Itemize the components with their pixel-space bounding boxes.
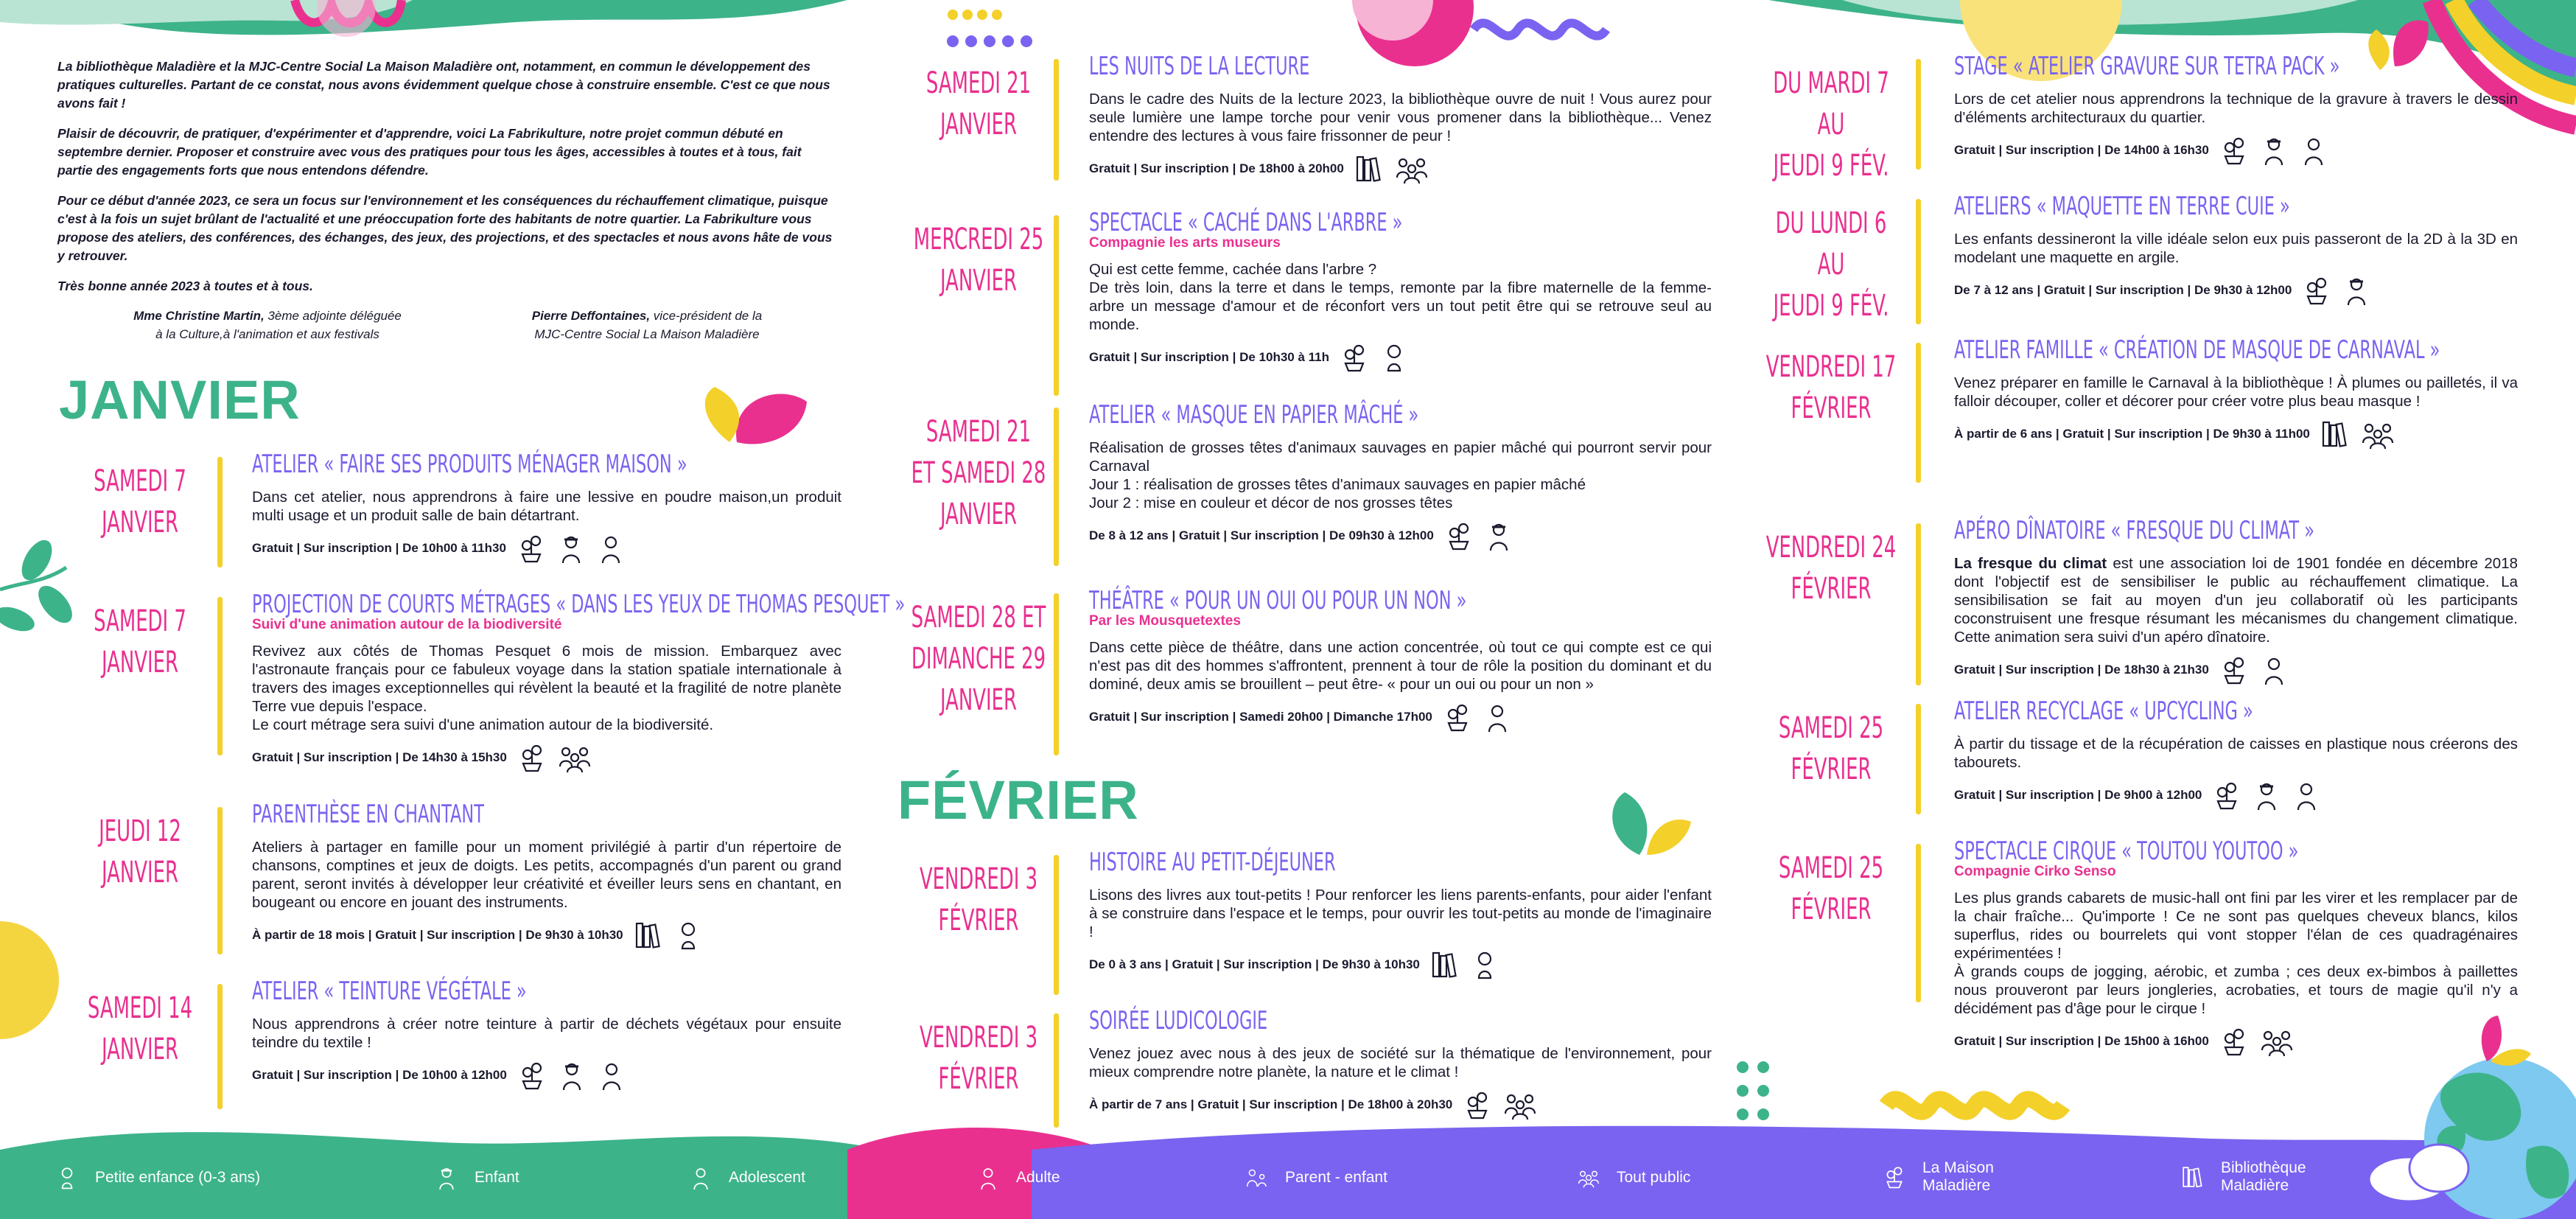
event-subtitle: Compagnie les arts museurs — [1089, 235, 1281, 251]
legend-label: Adulte — [1016, 1169, 1060, 1186]
event-divider — [1054, 593, 1059, 755]
event-info: À partir de 18 mois | Gratuit | Sur inscription | De 9h30 à 10h30 — [252, 928, 623, 942]
event-body — [252, 800, 841, 951]
signature-role: MJC-Centre Social La Maison Maladière — [534, 327, 760, 341]
enfant-icon — [2259, 134, 2289, 167]
month-heading-january: JANVIER — [59, 369, 301, 430]
event-title: HISTOIRE AU PETIT-DÉJEUNER — [1089, 848, 1336, 877]
event-description: Lisons des livres aux tout-petits ! Pour renforcer les liens parents-enfants, pour aider l'enfant à se construire dans l'espace et le temps, pour ouvrir les tout-petits au monde de l'imaginaire ! — [1089, 887, 1712, 940]
event-meta — [1954, 134, 2518, 167]
event-date: SAMEDI 7 JANVIER — [94, 604, 186, 680]
event-title: ATELIER FAMILLE « CRÉATION DE MASQUE DE CARNAVAL » — [1954, 335, 2440, 365]
event-divider — [1054, 215, 1059, 396]
event-date: SAMEDI 28 ET DIMANCHE 29 JANVIER — [911, 601, 1046, 717]
event-meta — [1954, 274, 2518, 307]
event-body — [1954, 335, 2518, 450]
legend-item — [2181, 1159, 2306, 1195]
event-subtitle: Compagnie Cirko Senso — [1954, 864, 2116, 879]
tout-public-icon — [1394, 153, 1429, 185]
event-body — [1954, 516, 2518, 686]
event-date: SAMEDI 25 FÉVRIER — [1778, 711, 1884, 786]
event-body — [1089, 1006, 1712, 1121]
event-meta — [1954, 779, 2518, 811]
bibliotheque-icon — [1430, 949, 1460, 981]
legend-item — [55, 1164, 260, 1191]
event-divider — [1054, 855, 1059, 995]
event-title: ATELIER RECYCLAGE « UPCYCLING » — [1954, 696, 2253, 726]
event-description: Revivez aux côtés de Thomas Pesquet 6 mois de mission. Embarquez avec l'astronaute français pour ce fabuleux voyage dans la station spatiale internationale à travers des images exceptionnelles qui révèlent la beauté et la fragilité de notre planète Terre vue depuis l'espace. Le court métrage sera suivi d'une animation autour de la biodiversité. — [252, 643, 841, 733]
maison-icon — [2219, 1025, 2249, 1058]
event-body — [1089, 52, 1712, 185]
event-info: De 7 à 12 ans | Gratuit | Sur inscription | De 9h30 à 12h00 — [1954, 283, 2292, 297]
adulte-icon — [976, 1164, 1000, 1191]
maison-icon — [517, 741, 547, 774]
event-title: ATELIERS « MAQUETTE EN TERRE CUIE » — [1954, 192, 2290, 221]
event-divider — [217, 597, 223, 755]
legend-item — [689, 1164, 805, 1191]
enfant-icon — [1484, 520, 1513, 552]
signature-role: à la Culture,à l'animation et aux festivals — [155, 327, 379, 341]
event-description: Qui est cette femme, cachée dans l'arbre ? De très loin, dans la terre et dans le temps, remonte par la fibre maternelle de la femme-arbre un message d'amour et de réconfort vers un tout petit être qui se retrouve seul au monde. — [1089, 261, 1712, 333]
event-description: Venez jouez avec nous à des jeux de société sur la thématique de l'environnement, pour mieux comprendre notre planète, la nature et le climat ! — [1089, 1045, 1712, 1080]
legend-label: Parent - enfant — [1285, 1169, 1387, 1186]
event-meta — [252, 741, 841, 774]
event-date: VENDREDI 3 FÉVRIER — [919, 862, 1038, 937]
signature-1 — [57, 307, 477, 343]
event-info: Gratuit | Sur inscription | De 10h00 à 11h30 — [252, 541, 506, 555]
event-info: Gratuit | Sur inscription | De 15h00 à 16h00 — [1954, 1034, 2209, 1048]
enfant-icon — [435, 1164, 458, 1191]
petite-enfance-icon — [55, 1164, 79, 1191]
maison-icon — [517, 532, 546, 565]
event-meta — [252, 1059, 841, 1091]
event-date: SAMEDI 21 JANVIER — [925, 66, 1032, 142]
intro-paragraph: Pour ce début d'année 2023, ce sera un focus sur l'environnement et les conséquences du réchauffement climatique, puisque c'est à la fois un sujet brûlant de l'actualité et une préoccupation forte des habitants de notre quartier. La Fabrikulture vous propose des ateliers, des conférences, des échanges, des jeux, des projections, et des spectacles et nous avons hâte de vous y retrouver. — [57, 193, 833, 263]
event-date: VENDREDI 24 FÉVRIER — [1765, 531, 1897, 606]
tout-public-icon — [2360, 418, 2395, 450]
legend-label: Tout public — [1617, 1169, 1691, 1186]
event-info: À partir de 7 ans | Gratuit | Sur inscription | De 18h00 à 20h30 — [1089, 1097, 1453, 1111]
event-date: SAMEDI 14 JANVIER — [87, 991, 193, 1066]
enfant-icon — [2252, 779, 2281, 811]
maison-icon — [1883, 1164, 1906, 1190]
event-body — [1954, 192, 2518, 307]
event-divider — [1916, 523, 1921, 685]
event-body — [1089, 400, 1712, 552]
event-info: Gratuit | Sur inscription | De 10h00 à 12h00 — [252, 1068, 507, 1082]
legend-label: Enfant — [475, 1169, 519, 1186]
signatures — [57, 307, 839, 343]
event-info: Gratuit | Sur inscription | De 18h30 à 21h30 — [1954, 663, 2209, 677]
legend-item — [435, 1164, 519, 1191]
event-divider — [217, 984, 223, 1109]
event-body — [252, 977, 841, 1091]
event-description: Dans cette pièce de théâtre, dans une action concentrée, où tout ce qui compte est ce qui n'est pas dit des hommes s'affrontent, prennent à tour de rôle la position du dominant et du dominé, deux amis se brouillent – peut être- « pour un oui ou pour un non » — [1089, 639, 1712, 693]
event-date: DU MARDI 7 AU JEUDI 9 FÉV. — [1773, 66, 1889, 183]
event-date: SAMEDI 21 ET SAMEDI 28 JANVIER — [911, 415, 1046, 531]
bibliotheque-icon — [1354, 153, 1384, 185]
event-description: Venez préparer en famille le Carnaval à la bibliothèque ! À plumes ou pailletés, il va falloir découper, coller et décorer pour créer votre plus beau masque ! — [1954, 374, 2518, 410]
legend-item — [1577, 1164, 1690, 1191]
event-description-bold: La fresque du climat — [1954, 555, 2107, 572]
event-divider — [1916, 844, 1921, 1002]
enfant-icon — [556, 532, 586, 565]
event-info: De 0 à 3 ans | Gratuit | Sur inscription | De 9h30 à 10h30 — [1089, 957, 1420, 971]
event-meta — [1089, 520, 1712, 552]
maison-icon — [1463, 1089, 1492, 1121]
month-heading-february: FÉVRIER — [897, 769, 1139, 831]
signature-2 — [477, 307, 816, 343]
bibliotheque-icon — [2181, 1164, 2205, 1190]
bibliotheque-icon — [2320, 418, 2350, 450]
maison-icon — [2219, 654, 2249, 686]
event-description: Les plus grands cabarets de music-hall ont fini par les virer et les remplacer par de la chair fraîche... Qu'importe ! Ce ne sont pas quelques cheveux blancs, kilos superflus, rides ou bourrelets qui vont stopper l'élan de ces quadragénaires expérimentées ! À grands coups de jogging, aérobic, et zumba ; ces deux ex-bimbos à paillettes nous prouveront par leurs jongleries, acrobaties, et tours de magie qu'il n'y a décidément pas d'âge pour le cirque ! — [1954, 890, 2518, 1017]
event-info: De 8 à 12 ans | Gratuit | Sur inscription | De 09h30 à 12h00 — [1089, 528, 1434, 542]
event-title: ATELIER « MASQUE EN PAPIER MÂCHÉ » — [1089, 400, 1419, 430]
maison-icon — [517, 1059, 547, 1091]
event-body — [1089, 848, 1712, 981]
event-meta — [1954, 1025, 2518, 1058]
event-date: SAMEDI 25 FÉVRIER — [1778, 851, 1884, 926]
event-date: MERCREDI 25 JANVIER — [913, 223, 1044, 298]
tout-public-icon — [557, 741, 592, 774]
adolescent-icon — [596, 532, 626, 565]
event-divider — [217, 457, 223, 567]
event-title: PARENTHÈSE EN CHANTANT — [252, 800, 484, 829]
event-date: SAMEDI 7 JANVIER — [94, 464, 186, 539]
maison-icon — [2302, 274, 2331, 307]
event-info: Gratuit | Sur inscription | De 14h00 à 16h30 — [1954, 143, 2209, 157]
event-meta — [1089, 949, 1712, 981]
event-date: JEUDI 12 JANVIER — [99, 814, 181, 890]
signature-role: vice-président de la — [650, 309, 763, 323]
event-title: PROJECTION DE COURTS MÉTRAGES « DANS LES YEUX DE THOMAS PESQUET » — [252, 590, 906, 619]
event-meta — [252, 532, 841, 565]
event-title: ATELIER « TEINTURE VÉGÉTALE » — [252, 977, 527, 1006]
adolescent-icon — [2292, 779, 2321, 811]
event-divider — [1916, 59, 1921, 170]
maison-icon — [1340, 341, 1369, 374]
event-info: Gratuit | Sur inscription | De 9h00 à 12h00 — [1954, 788, 2202, 802]
event-body — [1954, 52, 2518, 167]
event-meta — [1089, 1089, 1712, 1121]
event-description: Lors de cet atelier nous apprendrons la technique de la gravure à travers le dessin d'éléments architecturaux du quartier. — [1954, 91, 2518, 126]
event-title: SOIRÉE LUDICOLOGIE — [1089, 1006, 1268, 1035]
event-title: SPECTACLE « CACHÉ DANS L'ARBRE » — [1089, 208, 1403, 237]
event-description: À partir du tissage et de la récupération de caisses en plastique nous créerons des tabourets. — [1954, 736, 2518, 771]
legend-item — [976, 1164, 1060, 1191]
event-divider — [1916, 199, 1921, 324]
maison-icon — [2212, 779, 2241, 811]
event-divider — [217, 807, 223, 954]
intro-text — [57, 57, 839, 307]
adolescent-icon — [689, 1164, 713, 1191]
event-body — [1089, 586, 1712, 733]
event-title: THÉÂTRE « POUR UN OUI OU POUR UN NON » — [1089, 586, 1467, 615]
event-description-text: est une association loi de 1901 fondée en décembre 2018 dont l'objectif est de sensibiliser le public au réchauffement climatique. La sensibilisation se fait au moyen d'un jeu collaboratif où les participants coconstruisent une fresque résumant les mécanismes du changement climatique. Cette animation sera suivi d'un apéro dînatoire. — [1954, 555, 2518, 646]
event-info: Gratuit | Sur inscription | De 14h30 à 15h30 — [252, 750, 507, 764]
maison-icon — [1444, 520, 1474, 552]
event-date: VENDREDI 3 FÉVRIER — [919, 1021, 1038, 1096]
event-divider — [1054, 1013, 1059, 1128]
petite-enfance-icon — [1379, 341, 1409, 374]
event-subtitle: Suivi d'une animation autour de la biodiversité — [252, 617, 562, 632]
event-body — [1954, 696, 2518, 811]
event-divider — [1054, 59, 1059, 181]
event-divider — [1916, 343, 1921, 483]
signature-name: Mme Christine Martin, — [133, 309, 265, 323]
event-description: Nous apprendrons à créer notre teinture à partir de déchets végétaux pour ensuite teindre du textile ! — [252, 1016, 841, 1051]
tout-public-icon — [1502, 1089, 1538, 1121]
adolescent-icon — [2259, 654, 2289, 686]
adolescent-icon — [1483, 701, 1512, 733]
event-description: Ateliers à partager en famille pour un moment privilégié à partir d'un répertoire de chansons, comptines et jeux de doigts. Les petits, accompagnés d'un parent ou grand parent, seront invités à développer leur créativité et éveiller leurs sens en chantant, en bougeant ou encore en jouant des instruments. — [252, 839, 841, 911]
signature-role: 3ème adjointe déléguée — [264, 309, 402, 323]
event-meta — [1954, 654, 2518, 686]
adolescent-icon — [2299, 134, 2328, 167]
event-meta — [1954, 418, 2518, 450]
legend-label: Petite enfance (0-3 ans) — [95, 1169, 261, 1186]
enfant-icon — [2342, 274, 2371, 307]
event-date: DU LUNDI 6 AU JEUDI 9 FÉV. — [1773, 206, 1889, 323]
signature-name: Pierre Deffontaines, — [531, 309, 651, 323]
legend-label: Adolescent — [729, 1169, 805, 1186]
event-meta — [1089, 341, 1712, 374]
petite-enfance-icon — [673, 919, 703, 951]
tout-public-icon — [2259, 1025, 2295, 1058]
tout-public-icon — [1577, 1164, 1600, 1191]
petite-enfance-icon — [1470, 949, 1499, 981]
legend-item — [1883, 1159, 1994, 1195]
legend-item — [1245, 1164, 1387, 1191]
legend-label: La Maison Maladière — [1922, 1159, 1994, 1194]
event-body — [252, 450, 841, 565]
event-description: Dans cet atelier, nous apprendrons à faire une lessive en poudre maison,un produit multi usage et un produit salle de bain détartrant. — [252, 489, 841, 524]
enfant-icon — [557, 1059, 587, 1091]
event-title: SPECTACLE CIRQUE « TOUTOU YOUTOO » — [1954, 836, 2299, 866]
parent-enfant-icon — [1245, 1164, 1269, 1191]
event-description: Réalisation de grosses têtes d'animaux sauvages en papier mâché qui pourront servir pour Carnaval Jour 1 : réalisation de grosses têtes d'animaux sauvages en papier mâché Jour 2 : mise en couleur et décor de nos grosses têtes — [1089, 439, 1712, 511]
event-info: À partir de 6 ans | Gratuit | Sur inscription | De 9h30 à 11h00 — [1954, 427, 2310, 441]
event-description: Dans le cadre des Nuits de la lecture 2023, la bibliothèque ouvre de nuit ! Vous aurez pour seule lumière une lampe torche pour venir vous promener dans la bibliothèque... Venez entendre des lectures à vous faire frissonner de peur ! — [1089, 91, 1712, 144]
event-meta — [252, 919, 841, 951]
event-info: Gratuit | Sur inscription | Samedi 20h00 | Dimanche 17h00 — [1089, 710, 1432, 724]
intro-paragraph: La bibliothèque Maladière et la MJC-Centre Social La Maison Maladière ont, notamment, en commun le développement des pratiques culturelles. Partant de ce constat, nous avons évidemment quelque chose à construire ensemble. C'est ce que nous avons fait ! — [57, 59, 830, 111]
event-body — [1954, 836, 2518, 1058]
bibliotheque-icon — [634, 919, 663, 951]
event-description: Les enfants dessineront la ville idéale selon eux puis passeront de la 2D à la 3D en modelant une maquette en argile. — [1954, 231, 2518, 266]
event-info: Gratuit | Sur inscription | De 10h30 à 11h — [1089, 350, 1329, 364]
event-body — [1089, 208, 1712, 374]
event-info: Gratuit | Sur inscription | De 18h00 à 20h00 — [1089, 161, 1344, 175]
event-divider — [1054, 408, 1059, 566]
legend-label: Bibliothèque Maladière — [2221, 1159, 2306, 1194]
event-title: ATELIER « FAIRE SES PRODUITS MÉNAGER MAISON » — [252, 450, 687, 479]
maison-icon — [2219, 134, 2249, 167]
adolescent-icon — [597, 1059, 626, 1091]
event-description — [1954, 554, 2518, 646]
event-subtitle: Par les Mousquetextes — [1089, 613, 1241, 629]
event-meta — [1089, 701, 1712, 733]
event-body — [252, 590, 906, 774]
intro-paragraph: Très bonne année 2023 à toutes et à tous. — [57, 279, 313, 293]
event-divider — [1916, 704, 1921, 814]
event-title: APÉRO DÎNATOIRE « FRESQUE DU CLIMAT » — [1954, 516, 2314, 545]
event-meta — [1089, 153, 1712, 185]
event-title: STAGE « ATELIER GRAVURE SUR TETRA PACK » — [1954, 52, 2340, 81]
event-date: VENDREDI 17 FÉVRIER — [1765, 350, 1897, 425]
event-title: LES NUITS DE LA LECTURE — [1089, 52, 1310, 81]
maison-icon — [1443, 701, 1472, 733]
intro-paragraph: Plaisir de découvrir, de pratiquer, d'expérimenter et d'apprendre, voici La Fabrikulture, notre projet commun débuté en septembre dernier. Proposer et construire avec vous des pratiques pour tous les âges, accessibles à toutes et à tous, fait partie des engagements forts que nous entendons défendre. — [57, 126, 802, 178]
